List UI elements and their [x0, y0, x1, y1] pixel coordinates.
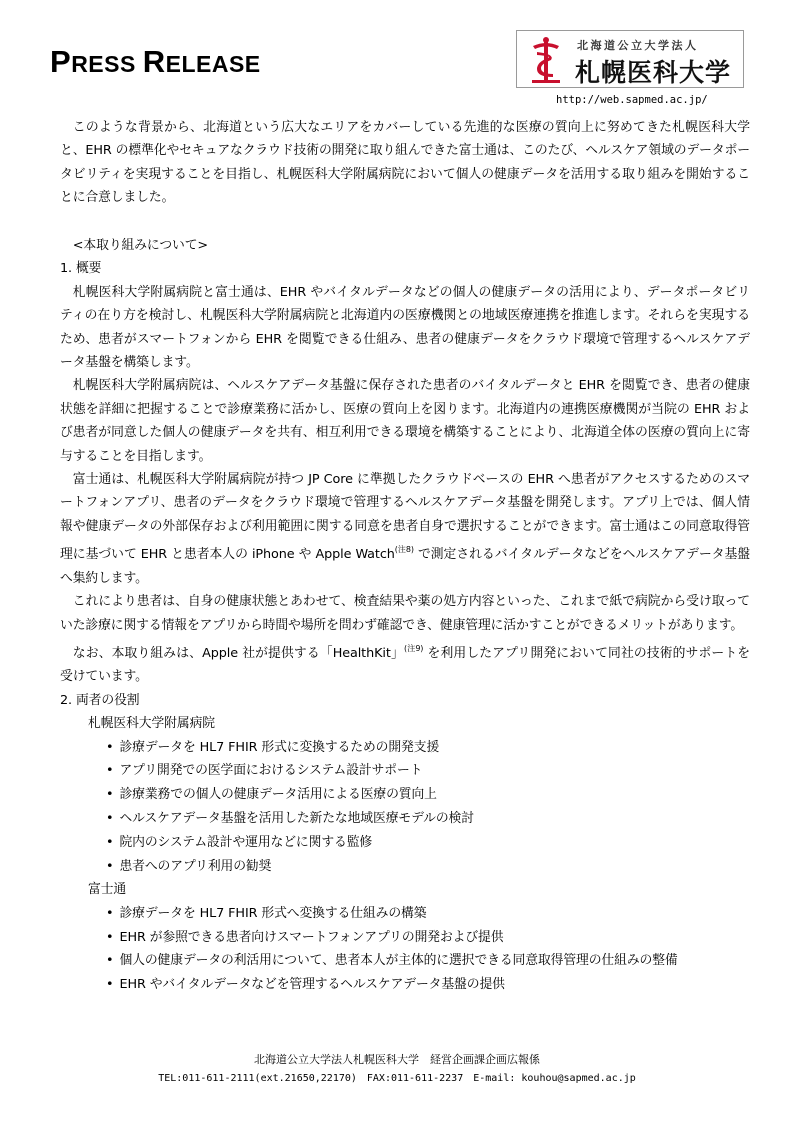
list-item: • 患者へのアプリ利用の勧奨: [106, 855, 750, 879]
list-item: • EHR が参照できる患者向けスマートフォンアプリの開発および提供: [106, 926, 750, 950]
footer-contact: TEL:011-611-2111(ext.21650,22170) FAX:011-611-2237 E-mail: kouhou@sapmed.ac.jp: [158, 1073, 636, 1084]
hospital-role-list: [60, 736, 750, 879]
overview-heading: 1. 概要: [60, 261, 102, 277]
list-item: • 個人の健康データの利活用について、患者本人が主体的に選択できる同意取得管理の仕組みの整備: [106, 949, 750, 973]
footer-organization: 北海道公立大学法人札幌医科大学 経営企画課企画広報係: [254, 1053, 540, 1066]
fujitsu-role-list: [60, 902, 750, 997]
overview-paragraph-1: 札幌医科大学附属病院と富士通は、EHR やバイタルデータなどの個人の健康データの活用により、データポータビリティの在り方を検討し、札幌医科大学附属病院と北海道内の医療機関との地域医療連携を推進します。それらを実現するため、患者がスマートフォンから EHR を閲覧できる仕組み、患者の健康データをクラウド環境で管理するヘルスケアデータ基盤を構築します。: [60, 284, 750, 371]
list-item: • 診療業務での個人の健康データ活用による医療の質向上: [106, 783, 750, 807]
logo-university-name: 札幌医科大学: [575, 58, 732, 87]
org-label-fujitsu: 富士通: [88, 882, 127, 898]
university-logo: [516, 30, 744, 88]
overview-paragraph-4: これにより患者は、自身の健康状態とあわせて、検査結果や薬の処方内容といった、これまで紙で病院から受け取っていた診療に関する情報をアプリから時間や場所を問わず確認でき、健康管理に活かすことができるメリットがあります。: [60, 594, 750, 633]
list-item: • EHR やバイタルデータなどを管理するヘルスケアデータ基盤の提供: [106, 973, 750, 997]
website-url[interactable]: http://web.sapmed.ac.jp/: [556, 94, 708, 106]
intro-paragraph: このような背景から、北海道という広大なエリアをカバーしている先進的な医療の質向上に努めてきた札幌医科大学と、EHR の標準化やセキュアなクラウド技術の開発に取り組んできた富士通は、このたび、ヘルスケア領域のデータポータビリティを実現することを目指し、札幌医科大学附属病院において個人の健康データを活用する取り組みを開始することに合意しました。: [60, 120, 750, 206]
list-item: • 院内のシステム設計や運用などに関する監修: [106, 831, 750, 855]
initiative-section: [60, 234, 750, 997]
roles-heading: 2. 両者の役割: [60, 692, 140, 708]
logo-subtitle: 北海道公立大学法人: [577, 39, 699, 52]
list-item: • アプリ開発での医学面におけるシステム設計サポート: [106, 759, 750, 783]
list-item: • 診療データを HL7 FHIR 形式へ変換する仕組みの構築: [106, 902, 750, 926]
note-9-marker: (注9): [403, 643, 424, 653]
list-item: • ヘルスケアデータ基盤を活用した新たな地域医療モデルの検討: [106, 807, 750, 831]
overview-paragraph-5: なお、本取り組みは、Apple 社が提供する「HealthKit」$^{(注9)}$ を利用したアプリ開発において同社の技術的サポートを受けています。: [60, 643, 750, 685]
caduceus-emblem-icon: [523, 36, 569, 84]
press-release-title: PRESS RELEASE: [50, 44, 261, 79]
org-label-hospital: 札幌医科大学附属病院: [88, 716, 215, 732]
section-heading: <本取り組みについて>: [72, 238, 209, 253]
overview-paragraph-3: 富士通は、札幌医科大学附属病院が持つ JP Core に準拠したクラウドベースの EHR へ患者がアクセスするためのスマートフォンアプリ、患者のデータをクラウド環境で管理するヘルスケアデータ基盤を開発します。アプリ上では、個人情報や健康データの外部保存および利用範囲に関する同意を患者自身で選択することができます。富士通はこの同意取得管理に基づいて EHR と患者本人の iPhone や Apple Watch$^{(注8)}$ で測定されるバイタルデータなどをヘルスケアデータ基盤へ集約します。: [60, 472, 751, 586]
intro-section: [60, 116, 750, 210]
list-item: • 診療データを HL7 FHIR 形式に変換するための開発支援: [106, 736, 750, 760]
overview-paragraph-2: 札幌医科大学附属病院は、ヘルスケアデータ基盤に保存された患者のバイタルデータと EHR を閲覧でき、患者の健康状態を詳細に把握することで診療業務に活かし、医療の質向上を図ります。北海道内の連携医療機関が当院の EHR および患者が同意した個人の健康データを共有、相互利用できる環境を構築することにより、北海道全体の医療の質向上に寄与することを目指します。: [60, 378, 750, 464]
note-8-marker: (注8): [394, 545, 414, 555]
